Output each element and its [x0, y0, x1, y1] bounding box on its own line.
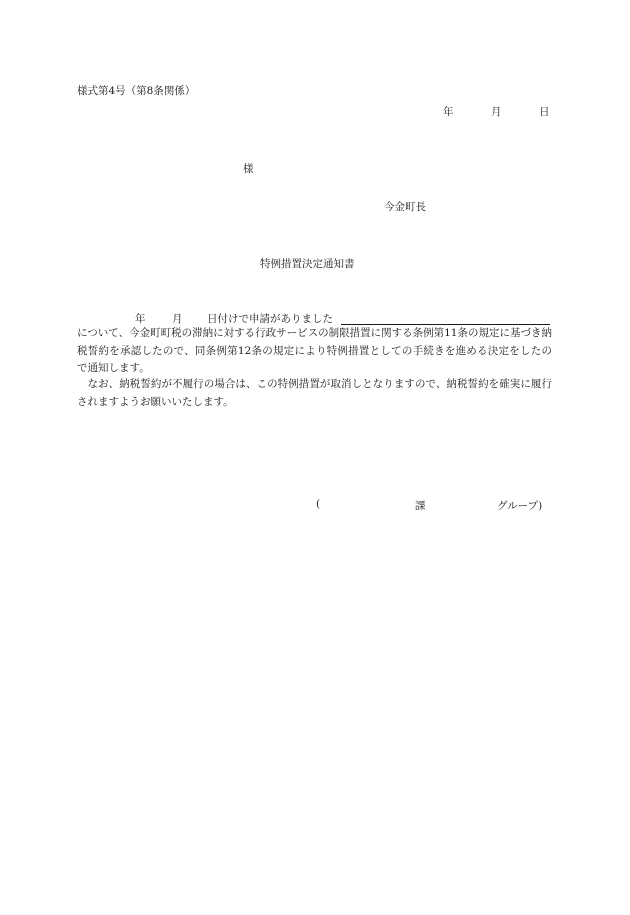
document-title: 特例措置決定通知書 [260, 258, 355, 270]
addressee-honorific: 様 [243, 163, 254, 175]
body-paragraph-decision: について、今金町町税の滞納に対する行政サービスの制限措置に関する条例第11条の規定に基づき納税誓約を承認したので、同条例第12条の規定により特例措置としての手続きを進める決定をしたので通知します。 [77, 327, 552, 375]
body-paragraph-notice: なお、納税誓約が不履行の場合は、この特例措置が取消しとなりますので、納税誓約を確実に履行されますようお願いいたします。 [77, 378, 552, 408]
form-number-label: 様式第4号（第8条関係） [77, 85, 196, 97]
date-year-label: 年 [443, 106, 454, 118]
application-date-text: 日付けで申請がありました [207, 313, 333, 325]
issuer-name: 今金町長 [384, 201, 426, 213]
contact-group-label: グループ) [497, 500, 543, 512]
contact-open-paren: ( [316, 498, 321, 510]
date-month-label: 月 [491, 106, 502, 118]
application-month-label: 月 [172, 313, 183, 325]
date-day-label: 日 [539, 106, 550, 118]
contact-department-label: 課 [415, 500, 426, 512]
application-year-label: 年 [135, 313, 146, 325]
